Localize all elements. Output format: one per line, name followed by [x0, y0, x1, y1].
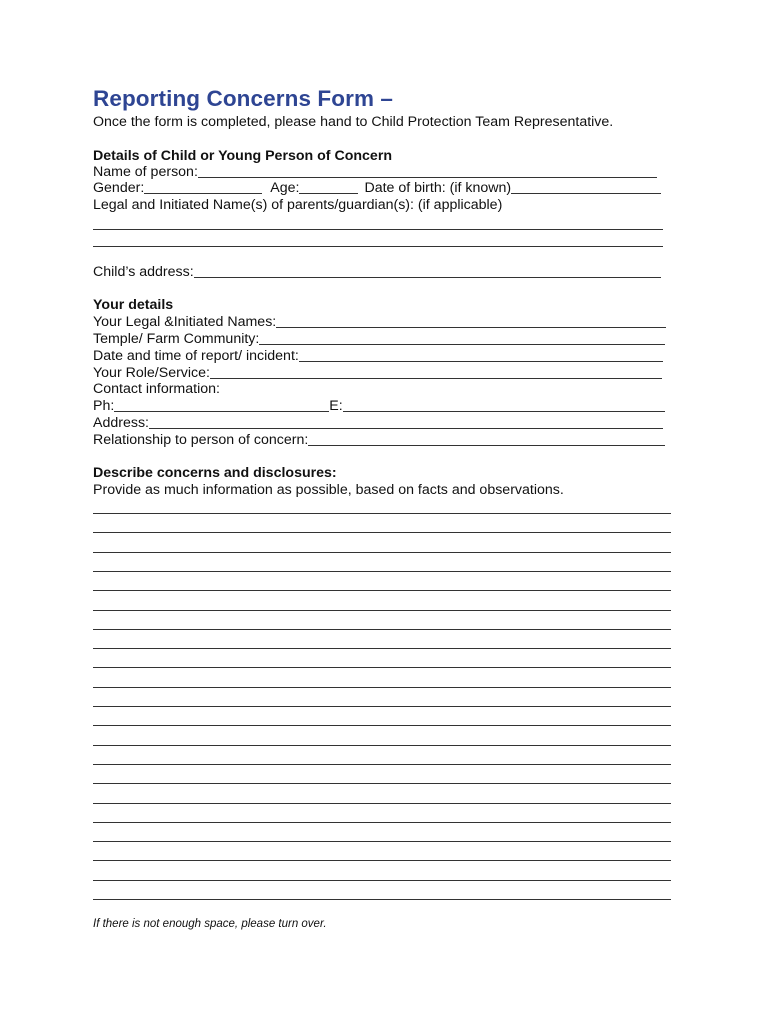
concerns-blank-line[interactable]: [93, 667, 671, 668]
parents-blank-line-2[interactable]: [93, 246, 663, 247]
age-blank[interactable]: [299, 193, 358, 194]
gender-label: Gender:: [93, 180, 145, 196]
community-blank[interactable]: [259, 344, 665, 345]
footer-note: If there is not enough space, please turn over.: [93, 918, 327, 930]
name-of-person-label: Name of person:: [93, 164, 198, 180]
concerns-blank-line[interactable]: [93, 899, 671, 900]
your-address-label: Address:: [93, 415, 149, 431]
relationship-field[interactable]: [93, 432, 665, 449]
your-names-field[interactable]: [93, 314, 666, 331]
dob-blank[interactable]: [511, 193, 661, 194]
concerns-blank-line[interactable]: [93, 822, 671, 823]
your-names-blank[interactable]: [276, 327, 666, 328]
email-label: E:: [329, 398, 343, 414]
date-time-field[interactable]: [93, 348, 663, 365]
child-address-field[interactable]: [93, 264, 661, 281]
gender-age-dob-row: [93, 180, 661, 197]
concerns-blank-line[interactable]: [93, 706, 671, 707]
form-instruction: Once the form is completed, please hand to Child Protection Team Representative.: [93, 114, 614, 130]
concerns-blank-line[interactable]: [93, 571, 671, 572]
concerns-blank-line[interactable]: [93, 725, 671, 726]
role-blank[interactable]: [210, 378, 662, 379]
your-names-label: Your Legal &Initiated Names:: [93, 314, 277, 330]
phone-label: Ph:: [93, 398, 115, 414]
child-section-heading: Details of Child or Young Person of Concern: [93, 148, 393, 164]
relationship-label: Relationship to person of concern:: [93, 432, 309, 448]
concerns-blank-line[interactable]: [93, 841, 671, 842]
community-label: Temple/ Farm Community:: [93, 331, 260, 347]
concerns-blank-line[interactable]: [93, 860, 671, 861]
concerns-blank-line[interactable]: [93, 880, 671, 881]
date-time-label: Date and time of report/ incident:: [93, 348, 299, 364]
concerns-blank-line[interactable]: [93, 745, 671, 746]
email-blank[interactable]: [343, 411, 665, 412]
dob-label: Date of birth: (if known): [364, 180, 512, 196]
concerns-blank-line[interactable]: [93, 513, 671, 514]
age-label: Age:: [270, 180, 300, 196]
name-of-person-field[interactable]: [93, 164, 657, 181]
role-label: Your Role/Service:: [93, 365, 210, 381]
concerns-heading: Describe concerns and disclosures:: [93, 465, 337, 481]
form-title: Reporting Concerns Form –: [93, 86, 394, 111]
concerns-blank-line[interactable]: [93, 648, 671, 649]
date-time-blank[interactable]: [299, 361, 663, 362]
child-address-blank[interactable]: [194, 277, 661, 278]
your-details-heading: Your details: [93, 297, 174, 313]
relationship-blank[interactable]: [308, 445, 665, 446]
child-address-label: Child’s address:: [93, 264, 194, 280]
gender-blank[interactable]: [144, 193, 262, 194]
concerns-blank-line[interactable]: [93, 532, 671, 533]
concerns-blank-line[interactable]: [93, 629, 671, 630]
role-field[interactable]: [93, 365, 662, 382]
concerns-blank-line[interactable]: [93, 687, 671, 688]
concerns-blank-line[interactable]: [93, 783, 671, 784]
your-address-field[interactable]: [93, 415, 663, 432]
phone-email-row: [93, 398, 665, 415]
your-address-blank[interactable]: [149, 428, 663, 429]
concerns-blank-line[interactable]: [93, 764, 671, 765]
parents-blank-line-1[interactable]: [93, 229, 663, 230]
contact-label: Contact information:: [93, 381, 220, 397]
name-of-person-blank[interactable]: [198, 177, 657, 178]
parents-label: Legal and Initiated Name(s) of parents/guardian(s): (if applicable): [93, 197, 503, 213]
community-field[interactable]: [93, 331, 665, 348]
concerns-blank-line[interactable]: [93, 610, 671, 611]
phone-blank[interactable]: [114, 411, 329, 412]
concerns-blank-line[interactable]: [93, 590, 671, 591]
concerns-blank-line[interactable]: [93, 552, 671, 553]
concerns-instruction: Provide as much information as possible, based on facts and observations.: [93, 482, 564, 498]
concerns-blank-line[interactable]: [93, 803, 671, 804]
